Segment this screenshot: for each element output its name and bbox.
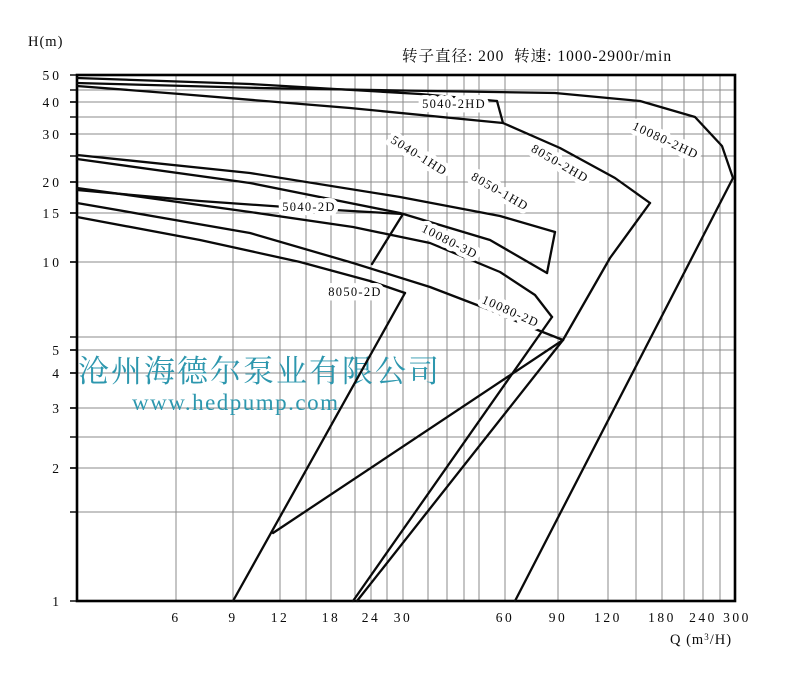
curve-label-10080-2HD: 10080-2HD [630, 118, 702, 162]
x-tick-label-240: 240 [689, 610, 717, 625]
y-tick-label-30: 30 [42, 127, 62, 142]
x-tick-label-24: 24 [361, 610, 381, 625]
curve-label-8050-2D: 8050-2D [328, 285, 382, 299]
y-tick-label-4: 4 [52, 366, 62, 381]
curve-label-5040-2D: 5040-2D [282, 200, 336, 214]
watermark-company: 沧州海德尔泵业有限公司 [78, 354, 441, 389]
chart-title: 转子直径: 200 转速: 1000-2900r/min [402, 48, 673, 65]
curve-label-5040-1HD: 5040-1HD [388, 132, 450, 179]
x-axis-title-sup: 3 [704, 632, 710, 642]
curve-5040-1HD-right-edge [547, 232, 555, 273]
grid-layer [70, 75, 735, 601]
curve-label-10080-3D: 10080-3D [419, 221, 481, 262]
y-tick-label-50: 50 [42, 68, 62, 83]
y-tick-label-15: 15 [42, 206, 62, 221]
x-tick-label-300: 300 [723, 610, 751, 625]
curve-10080-2HD-right-edge [515, 178, 733, 601]
x-tick-label-180: 180 [648, 610, 676, 625]
x-tick-label-60: 60 [495, 610, 515, 625]
x-axis-title-prefix: Q (m [670, 632, 705, 648]
y-tick-label-2: 2 [52, 461, 62, 476]
y-tick-label-1: 1 [52, 594, 62, 609]
x-axis-title [670, 632, 732, 649]
curve-label-8050-2HD: 8050-2HD [528, 141, 592, 186]
x-tick-label-90: 90 [548, 610, 568, 625]
labels-layer [43, 68, 751, 625]
x-tick-label-18: 18 [321, 610, 341, 625]
y-tick-label-3: 3 [52, 401, 62, 416]
y-axis-title: H(m) [28, 34, 64, 50]
x-tick-label-12: 12 [270, 610, 290, 625]
curve-10080-2D-top [77, 203, 563, 340]
curve-8050-2HD-right-edge [563, 203, 650, 340]
y-tick-label-20: 20 [42, 175, 62, 190]
x-tick-label-9: 9 [228, 610, 238, 625]
y-tick-label-40: 40 [42, 95, 62, 110]
x-tick-label-6: 6 [171, 610, 181, 625]
x-tick-label-120: 120 [594, 610, 622, 625]
y-tick-label-5: 5 [52, 343, 62, 358]
watermark-url: www.hedpump.com [132, 390, 340, 415]
curve-label-10080-2D: 10080-2D [479, 292, 542, 331]
curve-8050-2HD-top [503, 123, 650, 203]
curve-8050-2D-right-edge [233, 293, 405, 601]
curve-label-8050-1HD: 8050-1HD [468, 169, 532, 214]
x-tick-label-30: 30 [393, 610, 413, 625]
curve-5040-2HD-right-edge [497, 101, 503, 123]
x-axis-title-suffix: /H) [709, 632, 733, 648]
y-tick-label-10: 10 [42, 255, 62, 270]
curve-label-5040-2HD: 5040-2HD [422, 97, 486, 111]
